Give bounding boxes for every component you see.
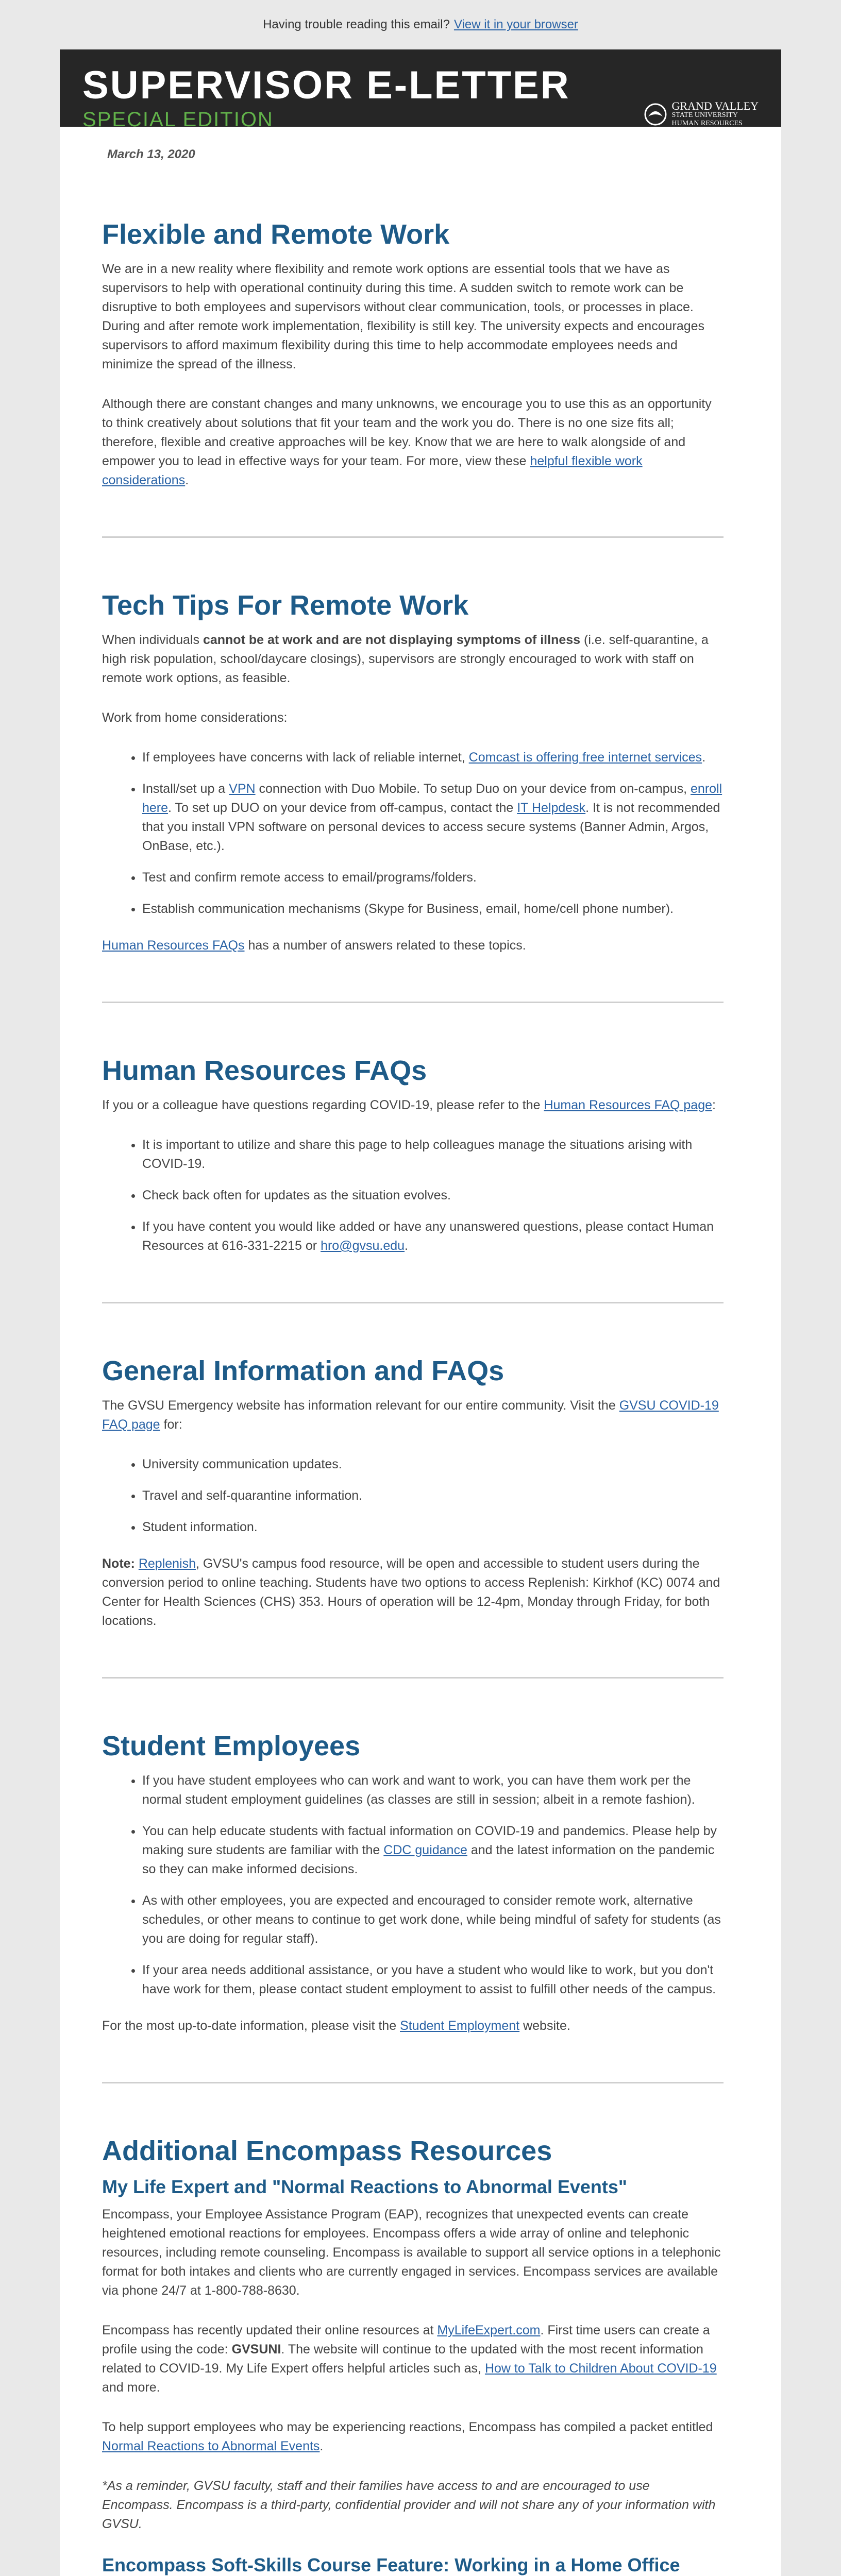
list-item: • Install/set up a VPN connection with Duo Mobile. To setup Duo on your device from on-campus, enroll here. To set up DUO on your device from off-campus, contact the IT Helpdesk. It is not recommended that you install VPN software on personal devices to access secure systems (Banner Admin, Argos, OnBase, etc.). (142, 779, 724, 856)
covid-faq-page-link[interactable]: GVSU COVID-19 FAQ page (102, 1398, 719, 1432)
preheader-text: Having trouble reading this email? (263, 18, 450, 31)
list-item: • Student information. (142, 1518, 724, 1537)
student-employment-link[interactable]: Student Employment (400, 2019, 520, 2033)
preheader (0, 0, 841, 49)
section-heading: Flexible and Remote Work (102, 219, 450, 250)
bullet-list (102, 1771, 724, 1999)
section-student-employees (102, 1730, 724, 2036)
logo-line-1: GRAND VALLEY (671, 99, 759, 112)
list-item: • Check back often for updates as the situation evolves. (142, 1186, 724, 1205)
divider (102, 1302, 724, 1303)
issue-date: March 13, 2020 (107, 147, 195, 161)
list-item: • University communication updates. (142, 1455, 724, 1474)
bullet-list (102, 748, 724, 919)
header-banner (60, 49, 781, 131)
divider (102, 1002, 724, 1003)
list-item: • If you have content you would like added or have any unanswered questions, please contact Human Resources at 616-331-2215 or hro@gvsu.edu. (142, 1217, 724, 1256)
section-heading: Student Employees (102, 1731, 361, 1761)
paragraph: Encompass, your Employee Assistance Program (EAP), recognizes that unexpected events can create heightened emotional reactions for employees. Encompass offers a wide array of online and telephonic resources, including remote counseling. Encompass is available to support all service options in a telephonic format for both intakes and clients who are currently engaged in services. Encompass services are available via phone 24/7 at 1-800-788-8630. (102, 2207, 721, 2298)
section-flexible-work (102, 218, 724, 490)
gvsu-hr-logo (644, 101, 759, 128)
paragraph: Encompass has recently updated their online resources at MyLifeExpert.com. First time users can create a profile using the code: GVSUNI. The website will continue to the updated with the most recent information related to COVID-19. My Life Expert offers helpful articles such as, How to Talk to Children About COVID-19 and more. (102, 2323, 717, 2395)
gvsu-seal-icon (644, 103, 667, 126)
list-item: • If employees have concerns with lack of reliable internet, Comcast is offering free internet services. (142, 748, 724, 767)
it-helpdesk-link[interactable]: IT Helpdesk (517, 801, 586, 815)
list-item: • Test and confirm remote access to email/programs/folders. (142, 868, 724, 887)
section-heading: Tech Tips For Remote Work (102, 590, 469, 621)
reminder-paragraph: *As a reminder, GVSU faculty, staff and their families have access to and are encouraged to use Encompass. Encompass is a third-party, confidential provider and will not share any of your information with GVSU. (102, 2479, 716, 2531)
section-heading: General Information and FAQs (102, 1355, 504, 1386)
mylifeexpert-link[interactable]: MyLifeExpert.com (437, 2323, 541, 2337)
newsletter-title: SUPERVISOR E-LETTER (82, 63, 570, 107)
hr-faq-page-link[interactable]: Human Resources FAQ page (544, 1098, 713, 1112)
enroll-here-link[interactable]: enroll here (142, 782, 722, 815)
paragraph: When individuals cannot be at work and are not displaying symptoms of illness (i.e. self-quarantine, a high risk population, school/daycare closings), supervisors are strongly encouraged to work with staff on remote work options, as feasible. (102, 633, 709, 685)
section-general-info (102, 1355, 724, 1631)
subheading: Encompass Soft-Skills Course Feature: Working in a Home Office (102, 2554, 680, 2575)
divider (102, 2082, 724, 2083)
paragraph: Work from home considerations: (102, 710, 288, 725)
paragraph: The GVSU Emergency website has information relevant for our entire community. Visit the GVSU COVID-19 FAQ page for: (102, 1398, 719, 1432)
flexible-work-considerations-link[interactable]: helpful flexible work considerations (102, 454, 643, 487)
bullet-list (102, 1136, 724, 1256)
logo-line-2: STATE UNIVERSITY (671, 111, 738, 119)
bullet-list (102, 1455, 724, 1537)
divider (102, 536, 724, 538)
paragraph: If you or a colleague have questions regarding COVID-19, please refer to the Human Resources FAQ page: (102, 1098, 716, 1112)
list-item: • Establish communication mechanisms (Skype for Business, email, home/cell phone number). (142, 900, 724, 919)
list-item: • As with other employees, you are expected and encouraged to consider remote work, alternative schedules, or other means to continue to get work done, while being mindful of safety for students (as you are doing for regular staff). (142, 1891, 724, 1948)
paragraph: To help support employees who may be experiencing reactions, Encompass has compiled a packet entitled Normal Reactions to Abnormal Events. (102, 2420, 713, 2453)
section-hr-faqs (102, 1055, 724, 1256)
paragraph: We are in a new reality where flexibility and remote work options are essential tools that we have as supervisors to help with operational continuity during this time. A sudden switch to remote work can be disruptive to both employees and supervisors without clear communication, tools, or processes in place. During and after remote work implementation, flexibility is still key. The university expects and encourages supervisors to afford maximum flexibility during this time to help accommodate employees needs and minimize the spread of the illness. (102, 262, 705, 371)
email-body (60, 127, 781, 2576)
paragraph: For the most up-to-date information, please visit the Student Employment website. (102, 2019, 570, 2033)
list-item: • If you have student employees who can work and want to work, you can have them work per the normal student employment guidelines (as classes are still in session; albeit in a remote fashion). (142, 1771, 724, 1809)
paragraph: Human Resources FAQs has a number of answers related to these topics. (102, 938, 526, 953)
paragraph: Although there are constant changes and many unknowns, we encourage you to use this as an opportunity to think creatively about solutions that fit your team and the work you do. There is no one size fits all; therefore, flexible and creative approaches will be key. Know that we are here to walk alongside of and empower you to lead in effective ways for your team. For more, view these helpful flexible work considerations. (102, 397, 712, 487)
replenish-link[interactable]: Replenish (138, 1556, 196, 1571)
divider (102, 1677, 724, 1679)
newsletter-subtitle: SPECIAL EDITION (82, 108, 274, 131)
comcast-link[interactable]: Comcast is offering free internet services (468, 750, 702, 765)
subheading: My Life Expert and "Normal Reactions to Abnormal Events" (102, 2176, 628, 2197)
list-item: • It is important to utilize and share this page to help colleagues manage the situations arising with COVID-19. (142, 1136, 724, 1174)
logo-line-3: HUMAN RESOURCES (671, 120, 743, 127)
cdc-guidance-link[interactable]: CDC guidance (383, 1843, 467, 1857)
talk-to-children-link[interactable]: How to Talk to Children About COVID-19 (484, 2361, 717, 2376)
view-in-browser-link[interactable]: View it in your browser (453, 18, 578, 31)
list-item: • If your area needs additional assistance, or you have a student who would like to work, but you don't have work for them, please contact student employment to assist to fulfill other needs of the campus. (142, 1961, 724, 1999)
section-encompass (102, 2135, 724, 2576)
normal-reactions-link[interactable]: Normal Reactions to Abnormal Events (102, 2439, 320, 2453)
vpn-link[interactable]: VPN (229, 782, 256, 796)
section-tech-tips (102, 589, 724, 955)
list-item: • You can help educate students with factual information on COVID-19 and pandemics. Please help by making sure students are familiar with the CDC guidance and the latest information on the pandemic so they can make informed decisions. (142, 1822, 724, 1879)
section-heading: Additional Encompass Resources (102, 2136, 552, 2166)
hr-faqs-link[interactable]: Human Resources FAQs (102, 938, 245, 953)
hro-email-link[interactable]: hro@gvsu.edu (321, 1239, 405, 1253)
list-item: • Travel and self-quarantine information. (142, 1486, 724, 1505)
section-heading: Human Resources FAQs (102, 1055, 427, 1086)
replenish-note: Note: Replenish, GVSU's campus food resource, will be open and accessible to student users during the conversion period to online teaching. Students have two options to access Replenish: Kirkhof (KC) 0074 and Center for Health Sciences (CHS) 353. Hours of operation will be 12-4pm, Monday through Friday, for both locations. (102, 1556, 720, 1628)
